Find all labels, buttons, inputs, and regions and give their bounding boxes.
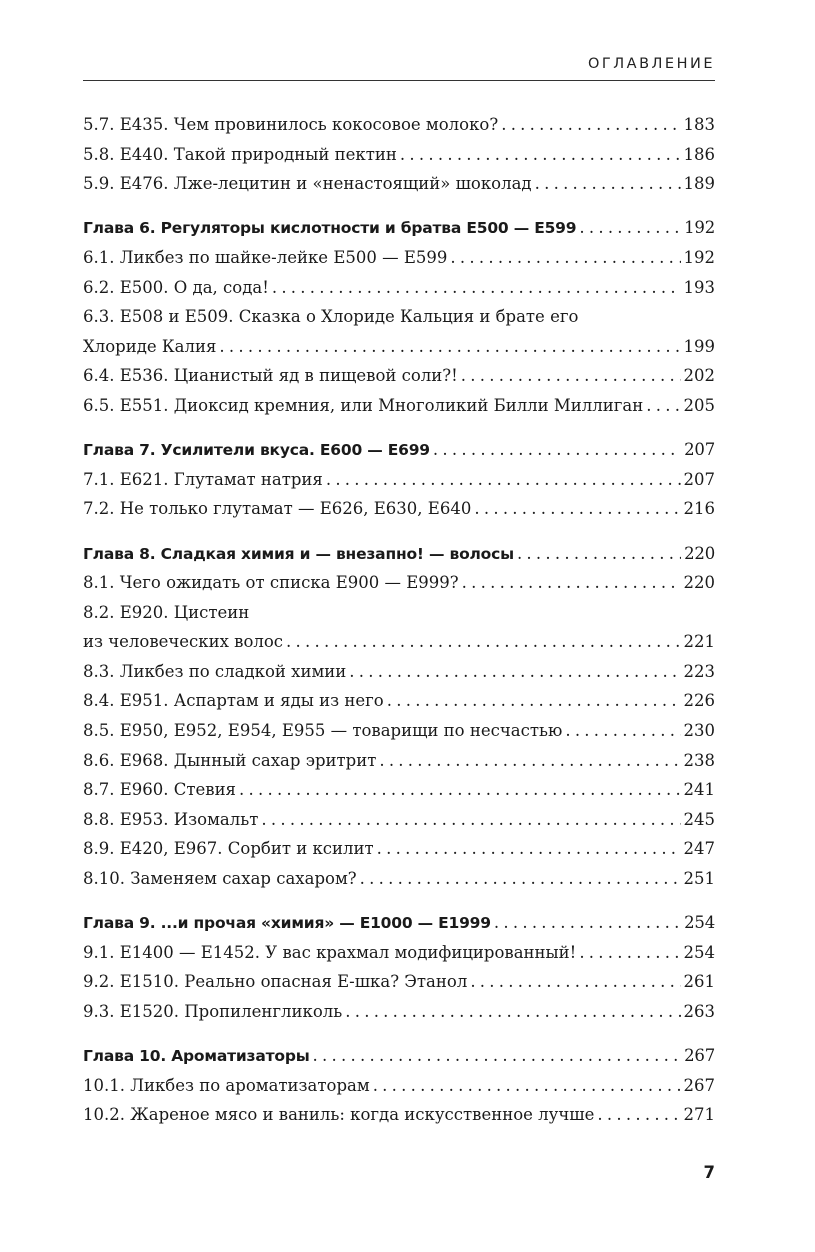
toc-entry — [83, 1071, 715, 1101]
entry-title: 10.2. Жареное мясо и ваниль: когда искусственное лучше — [83, 1105, 595, 1125]
entry-page-number: 267 — [683, 1075, 715, 1095]
toc-entry-first-line: 8.2. Е920. Цистеин — [83, 602, 250, 622]
chapter-title: Глава 10. Ароматизаторы — [83, 1047, 310, 1066]
toc-entry — [83, 568, 715, 598]
entry-page-number: 263 — [683, 1002, 715, 1021]
entry-page-number: 189 — [683, 174, 715, 194]
entry-title: 9.2. Е1510. Реально опасная Е-шка? Этанол — [83, 972, 468, 992]
entry-page-number: 238 — [683, 750, 715, 770]
entry-page-number: 202 — [683, 366, 715, 386]
toc-entry — [83, 686, 715, 716]
entry-title: 8.7. Е960. Стевия — [83, 780, 236, 800]
toc-entry — [83, 938, 715, 968]
toc-chapter-entry — [83, 539, 715, 569]
entry-page-number: 193 — [683, 277, 715, 297]
toc-entry — [83, 391, 715, 421]
dot-leader — [272, 273, 681, 303]
page-number: 7 — [703, 1163, 715, 1182]
entry-page-number: 247 — [683, 839, 715, 859]
toc-entry — [83, 716, 715, 746]
entry-page-number: 245 — [683, 809, 715, 829]
chapter-title: Глава 9. ...и прочая «химия» — Е1000 — Е1999 — [83, 914, 491, 933]
toc-entry — [83, 1100, 715, 1130]
entry-page-number: 216 — [683, 499, 715, 519]
entry-page-number: 220 — [684, 543, 715, 563]
toc-entry — [83, 967, 715, 997]
entry-title: 8.8. Е953. Изомальт — [83, 809, 259, 829]
chapter-spacer — [83, 199, 715, 214]
entry-page-number: 192 — [684, 218, 715, 238]
toc-entry — [83, 805, 715, 835]
dot-leader — [470, 967, 680, 997]
toc-chapter-entry — [83, 213, 715, 243]
toc-entry — [83, 465, 715, 495]
toc-entry — [83, 110, 715, 140]
entry-title: 9.1. Е1400 — Е1452. У вас крахмал модифицированный! — [83, 942, 577, 962]
dot-leader — [517, 539, 681, 569]
entry-title: из человеческих волос — [83, 632, 284, 652]
dot-leader — [379, 746, 680, 776]
entry-page-number: 267 — [684, 1046, 715, 1066]
entry-page-number: 199 — [683, 336, 715, 356]
entry-page-number: 254 — [684, 913, 715, 933]
chapter-title: Глава 7. Усилители вкуса. Е600 — Е699 — [83, 441, 430, 460]
dot-leader — [345, 997, 680, 1027]
entry-title: 9.3. Е1520. Пропиленгликоль — [83, 1002, 343, 1021]
chapter-spacer — [83, 894, 715, 909]
dot-leader — [462, 568, 681, 598]
entry-title: Хлориде Калия — [83, 336, 217, 356]
dot-leader — [579, 938, 680, 968]
entry-page-number: 241 — [683, 780, 715, 800]
dot-leader — [360, 864, 681, 894]
entry-page-number: 271 — [683, 1105, 715, 1125]
entry-page-number: 192 — [683, 247, 715, 267]
dot-leader — [461, 361, 681, 391]
dot-leader — [474, 494, 680, 524]
table-of-contents — [83, 110, 715, 1130]
chapter-spacer — [83, 1027, 715, 1042]
entry-page-number: 221 — [683, 632, 715, 652]
toc-entry — [83, 775, 715, 805]
entry-title: 8.6. Е968. Дынный сахар эритрит — [83, 750, 377, 770]
toc-entry — [83, 746, 715, 776]
dot-leader — [501, 110, 680, 140]
toc-entry — [83, 243, 715, 273]
dot-leader — [565, 716, 680, 746]
chapter-title: Глава 8. Сладкая химия и — внезапно! — волосы — [83, 544, 514, 563]
toc-entry — [83, 273, 715, 303]
entry-title: 5.9. Е476. Лже-лецитин и «ненастоящий» шоколад — [83, 174, 532, 194]
entry-title: 10.1. Ликбез по ароматизаторам — [83, 1075, 370, 1095]
dot-leader — [313, 1041, 682, 1071]
entry-page-number: 205 — [683, 395, 715, 415]
dot-leader — [400, 140, 681, 170]
chapter-title: Глава 6. Регуляторы кислотности и братва Е500 — Е599 — [83, 219, 577, 238]
toc-entry — [83, 864, 715, 894]
dot-leader — [433, 435, 681, 465]
dot-leader — [377, 834, 681, 864]
toc-entry — [83, 169, 715, 199]
dot-leader — [286, 627, 680, 657]
entry-title: 5.8. Е440. Такой природный пектин — [83, 144, 397, 164]
entry-title: 8.10. Заменяем сахар сахаром? — [83, 869, 357, 889]
toc-entry — [83, 361, 715, 391]
entry-page-number: 261 — [683, 972, 715, 992]
running-head: ОГЛАВЛЕНИЕ — [587, 56, 715, 72]
entry-page-number: 207 — [683, 469, 715, 489]
dot-leader — [239, 775, 681, 805]
chapter-spacer — [83, 524, 715, 539]
entry-title: 6.1. Ликбез по шайке-лейке Е500 — Е599 — [83, 247, 448, 267]
toc-entry — [83, 494, 715, 524]
entry-page-number: 183 — [683, 115, 715, 134]
toc-entry — [83, 627, 715, 657]
toc-chapter-entry — [83, 435, 715, 465]
entry-title: 6.5. Е551. Диоксид кремния, или Многоликий Билли Миллиган — [83, 395, 644, 415]
dot-leader — [349, 657, 680, 687]
entry-title: 7.1. Е621. Глутамат натрия — [83, 469, 323, 489]
toc-entry — [83, 332, 715, 362]
dot-leader — [326, 465, 681, 495]
entry-page-number: 251 — [683, 869, 715, 889]
toc-chapter-entry — [83, 908, 715, 938]
entry-page-number: 254 — [683, 942, 715, 962]
toc-chapter-entry — [83, 1041, 715, 1071]
toc-entry — [83, 834, 715, 864]
dot-leader — [535, 169, 681, 199]
entry-title: 7.2. Не только глутамат — Е626, Е630, Е640 — [83, 499, 472, 519]
entry-page-number: 230 — [683, 721, 715, 741]
entry-page-number: 220 — [683, 573, 715, 593]
dot-leader — [646, 391, 680, 421]
entry-title: 8.3. Ликбез по сладкой химии — [83, 661, 347, 681]
entry-page-number: 186 — [683, 144, 715, 164]
dot-leader — [494, 908, 681, 938]
entry-title: 6.2. Е500. О да, сода! — [83, 277, 269, 297]
dot-leader — [387, 686, 681, 716]
entry-title: 8.1. Чего ожидать от списка Е900 — Е999? — [83, 573, 459, 593]
entry-page-number: 226 — [683, 691, 715, 711]
dot-leader — [261, 805, 680, 835]
dot-leader — [597, 1100, 680, 1130]
entry-title: 5.7. Е435. Чем провинилось кокосовое молоко? — [83, 115, 499, 134]
entry-title: 8.9. Е420, Е967. Сорбит и ксилит — [83, 839, 374, 859]
toc-entry — [83, 997, 715, 1027]
header-rule — [83, 80, 715, 81]
dot-leader — [450, 243, 680, 273]
entry-page-number: 223 — [683, 661, 715, 681]
entry-page-number: 207 — [684, 440, 715, 460]
dot-leader — [579, 213, 681, 243]
toc-entry-first-line: 6.3. Е508 и Е509. Сказка о Хлориде Кальция и брате его — [83, 307, 579, 327]
entry-title: 6.4. Е536. Цианистый яд в пищевой соли?! — [83, 366, 458, 386]
entry-title: 8.4. Е951. Аспартам и яды из него — [83, 691, 384, 711]
chapter-spacer — [83, 421, 715, 436]
toc-entry — [83, 140, 715, 170]
dot-leader — [219, 332, 680, 362]
dot-leader — [373, 1071, 681, 1101]
entry-title: 8.5. Е950, Е952, Е954, Е955 — товарищи по несчастью — [83, 721, 563, 741]
toc-entry — [83, 657, 715, 687]
